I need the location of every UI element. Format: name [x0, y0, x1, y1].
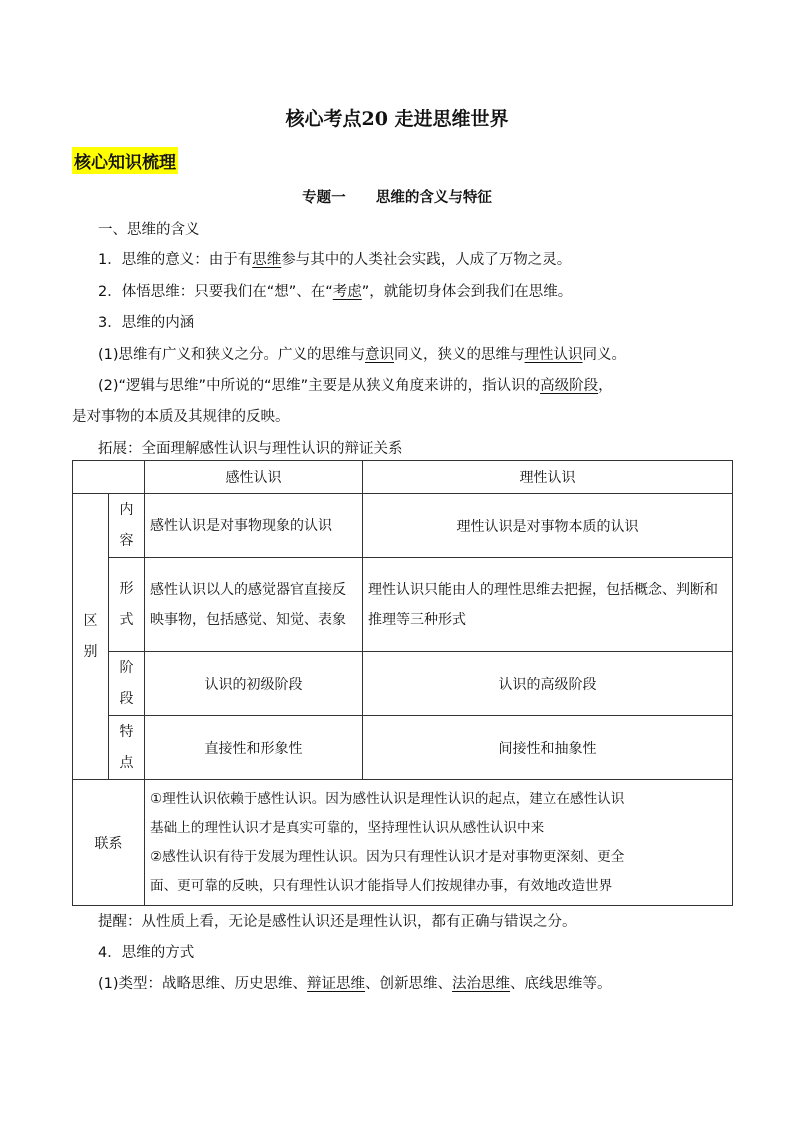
comparison-table	[72, 460, 733, 906]
group-label-difference: 区别	[73, 494, 109, 780]
heading-modes: 4．思维的方式	[98, 945, 195, 961]
relation-cell: ①理性认识依赖于感性认识。因为感性认识是理性认识的起点，建立在感性认识 基础上的理性认识才是真实可靠的，坚持理性认识从感性认识中来 ②感性认识有待于发展为理性认识。因为只有理性认识才是对事物更深刻、更全 面、更可靠的反映，只有理性认识才能指导人们按规律办事，有效地改造世界	[145, 780, 733, 906]
table-header-row	[73, 461, 733, 494]
rational-cell: 理性认识是对事物本质的认识	[363, 494, 733, 558]
paragraph-reminder: 提醒：从性质上看，无论是感性认识还是理性认识，都有正确与错误之分。	[98, 914, 577, 930]
row-label: 阶段	[109, 652, 145, 716]
perceptual-cell: 感性认识以人的感觉器官直接反映事物，包括感觉、知觉、表象	[145, 558, 363, 652]
row-label: 内容	[109, 494, 145, 558]
header-empty-cell	[73, 461, 145, 494]
topic-title: 专题一 思维的含义与特征	[302, 189, 492, 206]
paragraph-extension: 拓展：全面理解感性认识与理性认识的辩证关系	[98, 441, 403, 457]
paragraph-logic-thinking-cont: 是对事物的本质及其规律的反映。	[72, 409, 290, 425]
table-row	[73, 558, 733, 652]
paragraph-significance: 1．思维的意义：由于有思维参与其中的人类社会实践，人成了万物之灵。	[98, 252, 572, 268]
table-row	[73, 716, 733, 780]
heading-meaning: 一、思维的含义	[98, 222, 200, 238]
perceptual-cell: 感性认识是对事物现象的认识	[145, 494, 363, 558]
paragraph-types: (1)类型：战略思维、历史思维、辩证思维、创新思维、法治思维、底线思维等。	[98, 976, 612, 992]
paragraph-logic-thinking: (2)“逻辑与思维”中所说的“思维”主要是从狭义角度来讲的，指认识的高级阶段，	[98, 378, 613, 394]
rational-cell: 理性认识只能由人的理性思维去把握，包括概念、判断和推理等三种形式	[363, 558, 733, 652]
table-row-relation	[73, 780, 733, 906]
paragraph-experience: 2．体悟思维：只要我们在“想”、在“考虑”，就能切身体会到我们在思维。	[98, 284, 573, 300]
relation-label: 联系	[73, 780, 145, 906]
perceptual-cell: 认识的初级阶段	[145, 652, 363, 716]
paragraph-broad-narrow: (1)思维有广义和狭义之分。广义的思维与意识同义，狭义的思维与理性认识同义。	[98, 347, 627, 363]
row-label: 形式	[109, 558, 145, 652]
table-row	[73, 652, 733, 716]
rational-cell: 认识的高级阶段	[363, 652, 733, 716]
heading-connotation: 3．思维的内涵	[98, 315, 195, 331]
row-label: 特点	[109, 716, 145, 780]
header-perceptual: 感性认识	[145, 461, 363, 494]
section-label: 核心知识梳理	[72, 147, 178, 174]
perceptual-cell: 直接性和形象性	[145, 716, 363, 780]
header-rational: 理性认识	[363, 461, 733, 494]
document-title: 核心考点20 走进思维世界	[285, 108, 509, 130]
rational-cell: 间接性和抽象性	[363, 716, 733, 780]
table-row	[73, 494, 733, 558]
